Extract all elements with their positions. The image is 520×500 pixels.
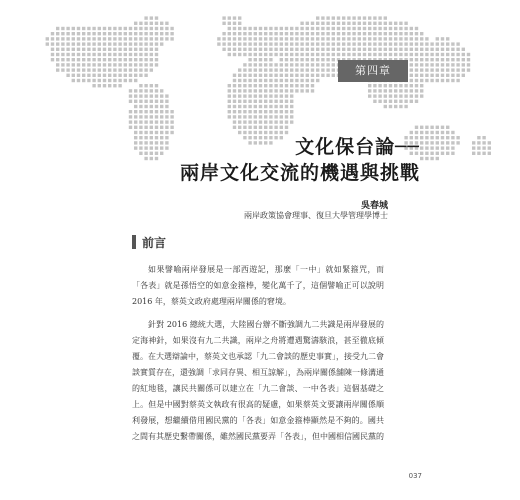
title-line-2: 兩岸文化交流的機遇與挑戰 [179,162,420,184]
section-heading [132,234,166,250]
page-number: 037 [408,472,422,480]
section-heading-text: 前言 [142,235,167,250]
section-marker-icon [132,235,136,249]
title-line-1: 文化保台論── [295,136,420,158]
body-text [132,262,384,452]
chapter-label: 第四章 [338,60,408,82]
article-title [180,134,420,186]
paragraph-2: 針對 2016 總統大選，大陸國台辦不斷強調九二共識是兩岸發展的定海神針，如果沒有九二共識，兩岸之舟將遭遇驚濤駭浪，甚至徹底傾覆。在大選辯論中，蔡英文也承認「九二會談的歷史事實」，接受九二會談實質存在，還強調「求同存異、相互諒解」，為兩岸關係舖陳一條溝通的紅地毯，讓民共關係可以建立在「九二會談、一中各表」這個基礎之上。但是中國對蔡英文執政有很高的疑慮，如果蔡英文要讓兩岸關係順利發展，想繼續借用國民黨的「各表」如意金箍棒顯然是不夠的。國共之間有其歷史繫帶關係，雖然國民黨要弄「各表」，但中國相信國民黨的 [132,320,384,441]
paragraph-1: 如果譬喻兩岸發展是一部西遊記，那麼「一中」就如緊箍咒，而「各表」就是孫悟空的如意金箍棒，變化萬千了，這個譬喻正可以說明2016 年，蔡英文政府處理兩岸關係的窘境。 [132,265,384,306]
author-affiliation: 兩岸政策協會理事、復旦大學管理學博士 [244,211,388,220]
author-name: 吳春城 [360,201,388,211]
